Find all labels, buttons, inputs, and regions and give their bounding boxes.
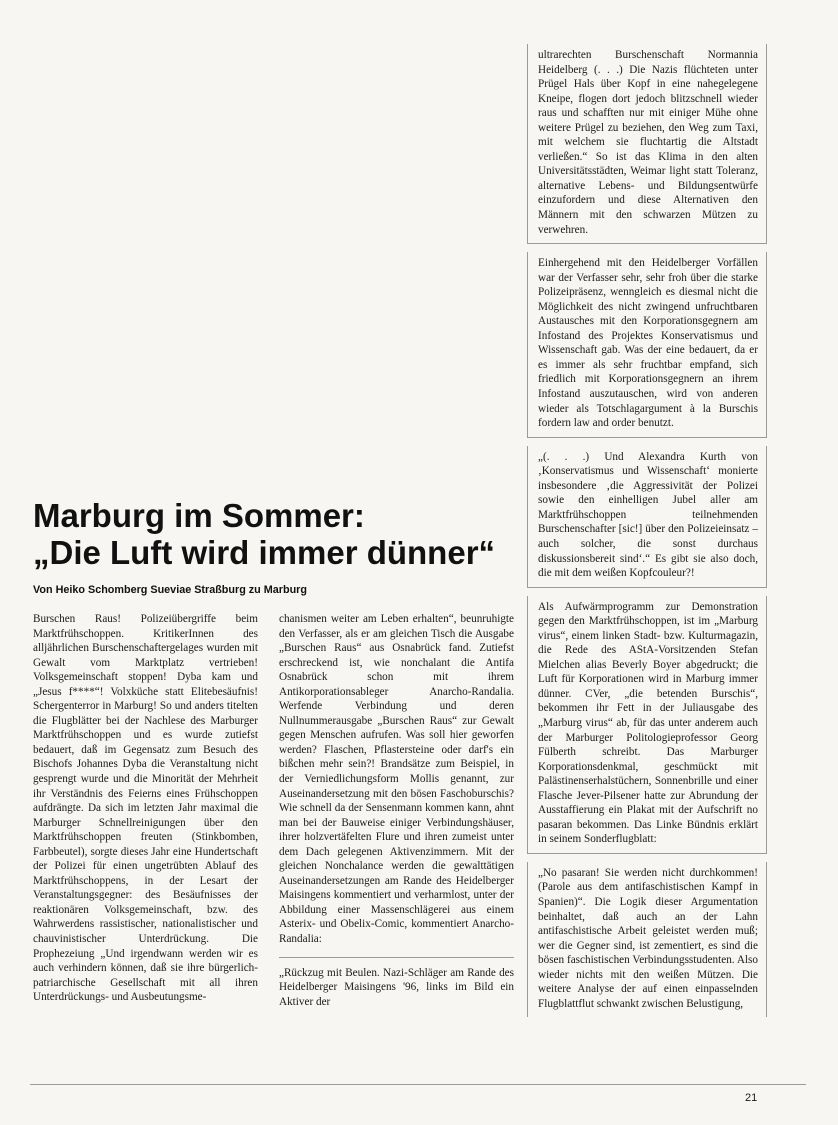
right-column-block-4 xyxy=(527,596,767,854)
page-number: 21 xyxy=(745,1092,758,1104)
paragraph: Als Aufwärmprogramm zur Demonstration gegen den Marktfrühschoppen, ist im „Marburg virus“, einem linken Stadt- bzw. Kulturmagazin, die Rede des AStA-Vorsitzenden Stefan Mielchen alias Beverly Boyer abgedruckt; die Luft für Korporationen wird in Marburg immer dünner. CVer, „die betenden Burschis“, bekommen ihr Fett in der Juliausgabe des „Marburg virus“ ab, für das unter anderem auch der Marburger Politologieprofessor Georg Fülberth schreibt. Das Marburger Korporationsdenkmal, geschmückt mit Palästinenserhalstüchern, Sonnenbrille und einer Flasche Jever-Pilsener hatte zur Abrundung der Ausstaffierung ein Plakat mit der Aufschrift no pasaran bekommen. Das Linke Bündnis erklärt in seinem Sonderflugblatt: xyxy=(538,600,758,846)
article-byline: Von Heiko Schomberg Sueviae Straßburg zu Marburg xyxy=(33,584,307,596)
paragraph: Einhergehend mit den Heidelberger Vorfällen war der Verfasser sehr, sehr froh über die starke Polizeipräsenz, wenngleich es diesmal nicht die Möglichkeit des nicht zwingend unfruchtbaren Austausches mit den Korporationsgegnern am Infostand des Projektes Konservatismus und Wissenschaft gab. Was der eine bedauert, da er es immer als sehr fruchtbar empfand, sich friedlich mit Korporationsgegnern an ihrem Infostand auszutauschen, wird von anderen wieder als Totschlagargument à la Burschis fordern law and order benutzt. xyxy=(538,257,758,430)
paragraph: „(. . .) Und Alexandra Kurth von ‚Konservatismus und Wissenschaft‘ monierte insbesondere ‚die Aggressivität der Polizei sowie den einhelligen Jubel aller am Marktfrühschoppen teilnehmenden Burschenschafter [sic!] über den Polizeieinsatz – auch solcher, die sonst durchaus diskussionsbereit sind‘.“ Es gibt sie also doch, die mit dem weißen Kopfcouleur?! xyxy=(538,450,758,580)
article-title-line-1: Marburg im Sommer: xyxy=(33,497,365,534)
article-title-line-2: „Die Luft wird immer dünner“ xyxy=(33,534,496,571)
right-column xyxy=(527,44,767,1017)
right-column-block-5 xyxy=(527,862,767,1017)
paragraph: chanismen weiter am Leben erhalten“, beunruhigte den Verfasser, als er am gleichen Tisch die Ausgabe „Burschen Raus“ aus Osnabrück fand. Zutiefst erschreckend ist, wie nonchalant die Antifa Osnabrück schon mit ihrem Antikorporationsableger Anarcho-Randalia. Werfende Verbindung und deren Nullnummerausgabe „Burschen Raus“ zur Gewalt gegen Menschen aufrufen. Was soll hier geworfen werden? Flaschen, Pflastersteine oder darf's ein bißchen mehr sein?! Brandsätze zum Beispiel, in der Verniedlichungsform Mollis genannt, zur Auseinandersetzung mit den bösen Faschoburschis? Wie schnell da der Sensenmann kommen kann, ahnt man bei der Bauweise einiger Verbindungshäuser, ihrer holzvertäfelten Flure und ihren zumeist unter dem Dach gelegenen Aktivenzimmern. Mit der gleichen Nonchalance werden die gewalttätigen Auseinandersetzungen am Rande des Heidelberger Maisingens kommentiert und verharmlost, unter der Abbildung einer Massenschlägerei aus einem Asterix- und Obelix-Comic, kommentiert Anarcho-Randalia: xyxy=(279,613,514,946)
bottom-rule xyxy=(30,1084,806,1085)
left-column xyxy=(33,612,258,1005)
right-column-block-3 xyxy=(527,446,767,588)
right-column-block-2 xyxy=(527,252,767,438)
quote-paragraph: „Rückzug mit Beulen. Nazi-Schläger am Rande des Heidelberger Maisingens '96, links im Bild ein Aktiver der xyxy=(279,966,514,1008)
paragraph: „No pasaran! Sie werden nicht durchkommen! (Parole aus dem antifaschistischen Kampf in Spanien)“. Die Logik dieser Argumentation beinhaltet, daß auch an der Lahn antifaschistische Arbeit geleistet werden muß; wer die Gegner sind, ist zementiert, es sind die bösen faschistischen Verbindungsstudenten. Also wieder nichts mit den weißen Mützen. Die weitere Analyse der auf einen einpasselnden Flugblattflut schwankt zwischen Belustigung, xyxy=(538,866,758,1010)
middle-column xyxy=(279,612,514,1009)
article-title xyxy=(33,497,533,571)
quote-box xyxy=(279,957,514,1010)
right-column-block-1 xyxy=(527,44,767,244)
paragraph: ultrarechten Burschenschaft Normannia Heidelberg (. . .) Die Nazis flüchteten unter Prügel Hals über Kopf in eine nahegelegene Kneipe, flogen dort jedoch blitzschnell wieder raus und schafften nur mit einiger Mühe ohne weitere Prügel zu beziehen, den Weg zum Taxi, mit welchem sie fluchtartig die Altstadt verließen.“ So ist das Klima in den alten Universitätsstädten, Weimar light statt Toleranz, alternative Lebens- und Bildungsentwürfe einzufordern und diese Alternativen den Männern mit den schwarzen Mützen zu verwehren. xyxy=(538,49,758,236)
paragraph: Burschen Raus! Polizeiübergriffe beim Marktfrühschoppen. KritikerInnen des alljährlichen Burschenschaftergelages wurden mit Gewalt vom Marktplatz vertrieben! Volksgemeinschaft stoppen! Dyba kam und „Jesus f****“! Volxküche statt Elitebesäufnis! Schergenterror in Marburg! So und anders titelten die Flugblätter bei der Nachlese des Marburger Marktfrühschoppen und es wurde zutiefst bedauert, daß im Gegensatz zum Besuch des Bischofs Johannes Dyba die Veranstaltung nicht gesprengt wurde und die Minorität der Mehrheit ihr Verständnis des Feierns eines Frühschoppen aufdrängte. Da sich im letzten Jahr maximal die Marburger Schnellreinigungen über den Marktfrühschoppen freuten (Stinkbomben, Farbbeutel), sorgte dieses Jahr eine Hundertschaft der Polizei für einen ungetrübten Ablauf des Marktfrühschoppens, in der Lesart der Veranstaltungsgegner: des Besäufnisses der reaktionären Volksgemeinschaft, bzw. des Wahrwerdens rassistischer, nationalistischer und chauvinistischer Unterdrückung. Die Prophezeiung „Und irgendwann werden wir es auch verhindern können, daß sie ihre bürgerlich-patriarchische Gesellschaft mit all ihren Unterdrückungs- und Ausbeutungsme- xyxy=(33,613,258,1004)
